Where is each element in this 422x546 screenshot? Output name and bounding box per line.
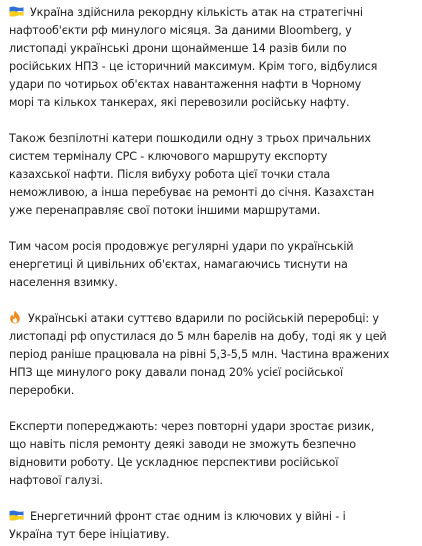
paragraph-energy-strikes: Тим часом росія продовжує регулярні удари по українській енергетиці й цивільних об'єктах, намагаючись тиснути на населення взимку. [9, 240, 354, 289]
paragraph-refining-text: Українські атаки суттєво вдарили по російській переробці: у листопаді рф опустилася до 5 млн барелів на добу, тоді як у цей період раніше працювала на рівні 5,3-5,5 млн. Частина вражених НПЗ ще минулого року давали понад 20% усієї російської переробки. [9, 312, 390, 397]
ukraine-flag-icon [9, 6, 24, 17]
paragraph-conclusion [9, 508, 418, 544]
paragraph-experts: Експерти попереджають: через повторні удари зростає ризик, що навіть після ремонту деякі заводи не зможуть безпечно відновити роботу. Це ускладнює перспективи російської нафтової галузі. [9, 420, 375, 487]
fire-icon [9, 310, 21, 324]
paragraph-refining [9, 310, 418, 400]
paragraph-intro-text: Україна здійснила рекордну кількість атак на стратегічні нафтооб'єкти рф минулого місяця. За даними Bloomberg, у листопаді українські дрони щонайменше 14 разів били по російських НПЗ - це історичний максимум. Крім того, відбулися удари по чотирьох об'єктах навантаження нафти в Чорному морі та кількох танкерах, які перевозили російську нафту. [9, 6, 378, 109]
ukraine-flag-icon [9, 510, 24, 521]
paragraph-cpc-terminal: Також безпілотні катери пошкодили одну з трьох причальних систем терміналу CPC - ключового маршруту експорту казахської нафти. Після вибуху робота цієї точки стала неможливою, а інша перебуває на ремонті до січня. Казахстан уже перенаправляє свої потоки іншими маршрутами. [9, 132, 375, 217]
paragraph-intro [9, 4, 418, 112]
paragraph-conclusion-text: Енергетичний фронт стає одним із ключових у війні - і Україна тут бере ініціативу. [9, 510, 346, 541]
